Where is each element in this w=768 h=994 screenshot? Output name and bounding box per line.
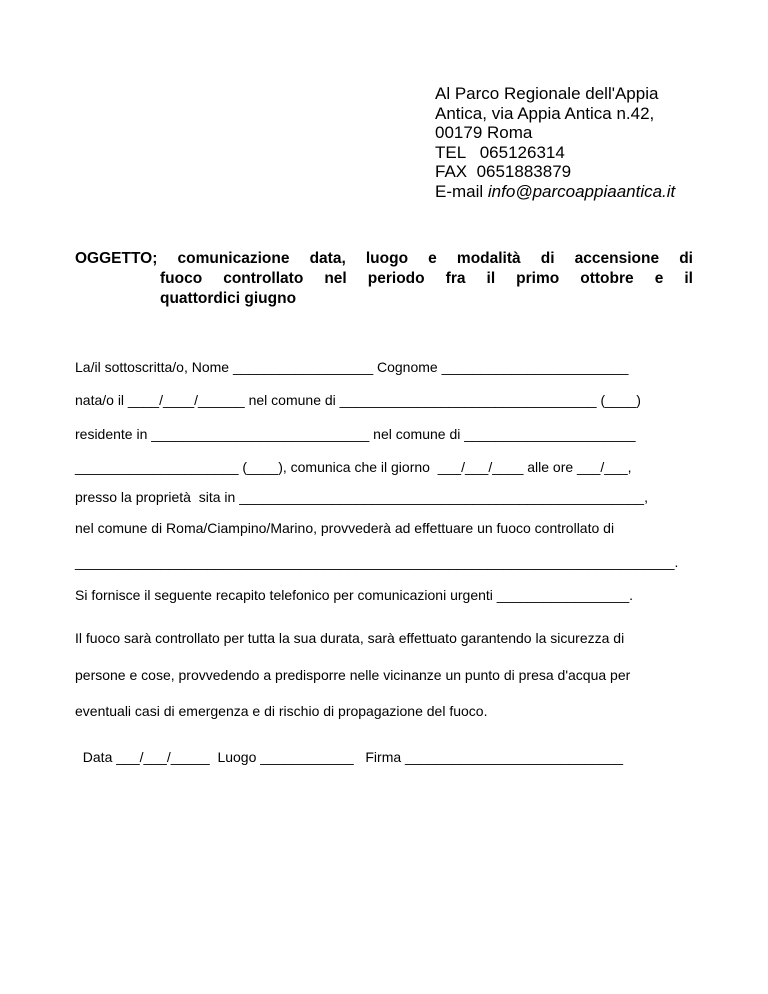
signature-line: Data ___/___/_____ Luogo ____________ Firma ____________________________ <box>75 749 624 765</box>
subject-word: il <box>486 270 496 287</box>
subject-word: il <box>684 270 693 287</box>
subject-word: modalità <box>456 250 521 267</box>
subject-word: di <box>540 250 555 267</box>
form-line-municipality: nel comune di Roma/Ciampino/Marino, provvederà ad effettuare un fuoco controllato di <box>75 520 615 536</box>
subject-line-3: quattordici giugno <box>160 290 297 307</box>
subject-word: e <box>428 250 437 267</box>
form-line-name: La/il sottoscritta/o, Nome __________________ Cognome ________________________ <box>75 359 629 375</box>
subject-word: accensione <box>574 250 660 267</box>
subject-word: luogo <box>365 250 409 267</box>
recipient-address <box>435 84 675 202</box>
subject-word: comunicazione <box>177 250 290 267</box>
form-line-property: presso la proprietà sita in ____________________________________________________, <box>75 489 648 505</box>
subject-word: OGGETTO; <box>75 250 158 267</box>
subject-word: ottobre <box>580 270 634 287</box>
subject-word: data, <box>309 250 346 267</box>
form-line-date-time: _____________________ (____), comunica che il giorno ___/___/____ alle ore ___/___, <box>75 459 632 475</box>
recipient-email-line <box>435 182 675 202</box>
form-line-residence: residente in ____________________________ nel comune di ______________________ <box>75 426 636 442</box>
statement-line-3: eventuali casi di emergenza e di rischio di propagazione del fuoco. <box>75 703 488 719</box>
recipient-line-1: Al Parco Regionale dell'Appia <box>435 84 659 103</box>
subject-word: fra <box>445 270 466 287</box>
subject-word: fuoco <box>160 270 203 287</box>
form-line-birth: nata/o il ____/____/______ nel comune di _________________________________ (____) <box>75 392 641 408</box>
email-address: info@parcoappiaantica.it <box>487 181 676 201</box>
form-line-phone: Si fornisce il seguente recapito telefonico per comunicazioni urgenti _________________. <box>75 587 634 603</box>
form-line-blank: _____________________________________________________________________________. <box>75 554 679 570</box>
recipient-line-3: 00179 Roma <box>435 123 533 143</box>
subject-word: di <box>679 250 693 267</box>
recipient-line-2: Antica, via Appia Antica n.42, <box>435 103 655 123</box>
subject-word: nel <box>324 270 347 287</box>
statement-line-2: persone e cose, provvedendo a predisporre nelle vicinanze un punto di presa d'acqua per <box>75 667 631 683</box>
statement-line-1: Il fuoco sarà controllato per tutta la sua durata, sarà effettuato garantendo la sicurezza di <box>75 630 625 646</box>
subject-word: e <box>654 270 664 287</box>
recipient-fax: FAX 0651883879 <box>435 162 572 182</box>
subject-line-2 <box>160 269 693 289</box>
subject-heading <box>75 249 693 309</box>
subject-word: primo <box>516 270 560 287</box>
recipient-phone: TEL 065126314 <box>435 142 565 162</box>
email-label: E-mail <box>435 181 488 201</box>
subject-word: periodo <box>367 270 425 287</box>
subject-line-1 <box>75 249 693 269</box>
subject-word: controllato <box>223 270 304 287</box>
